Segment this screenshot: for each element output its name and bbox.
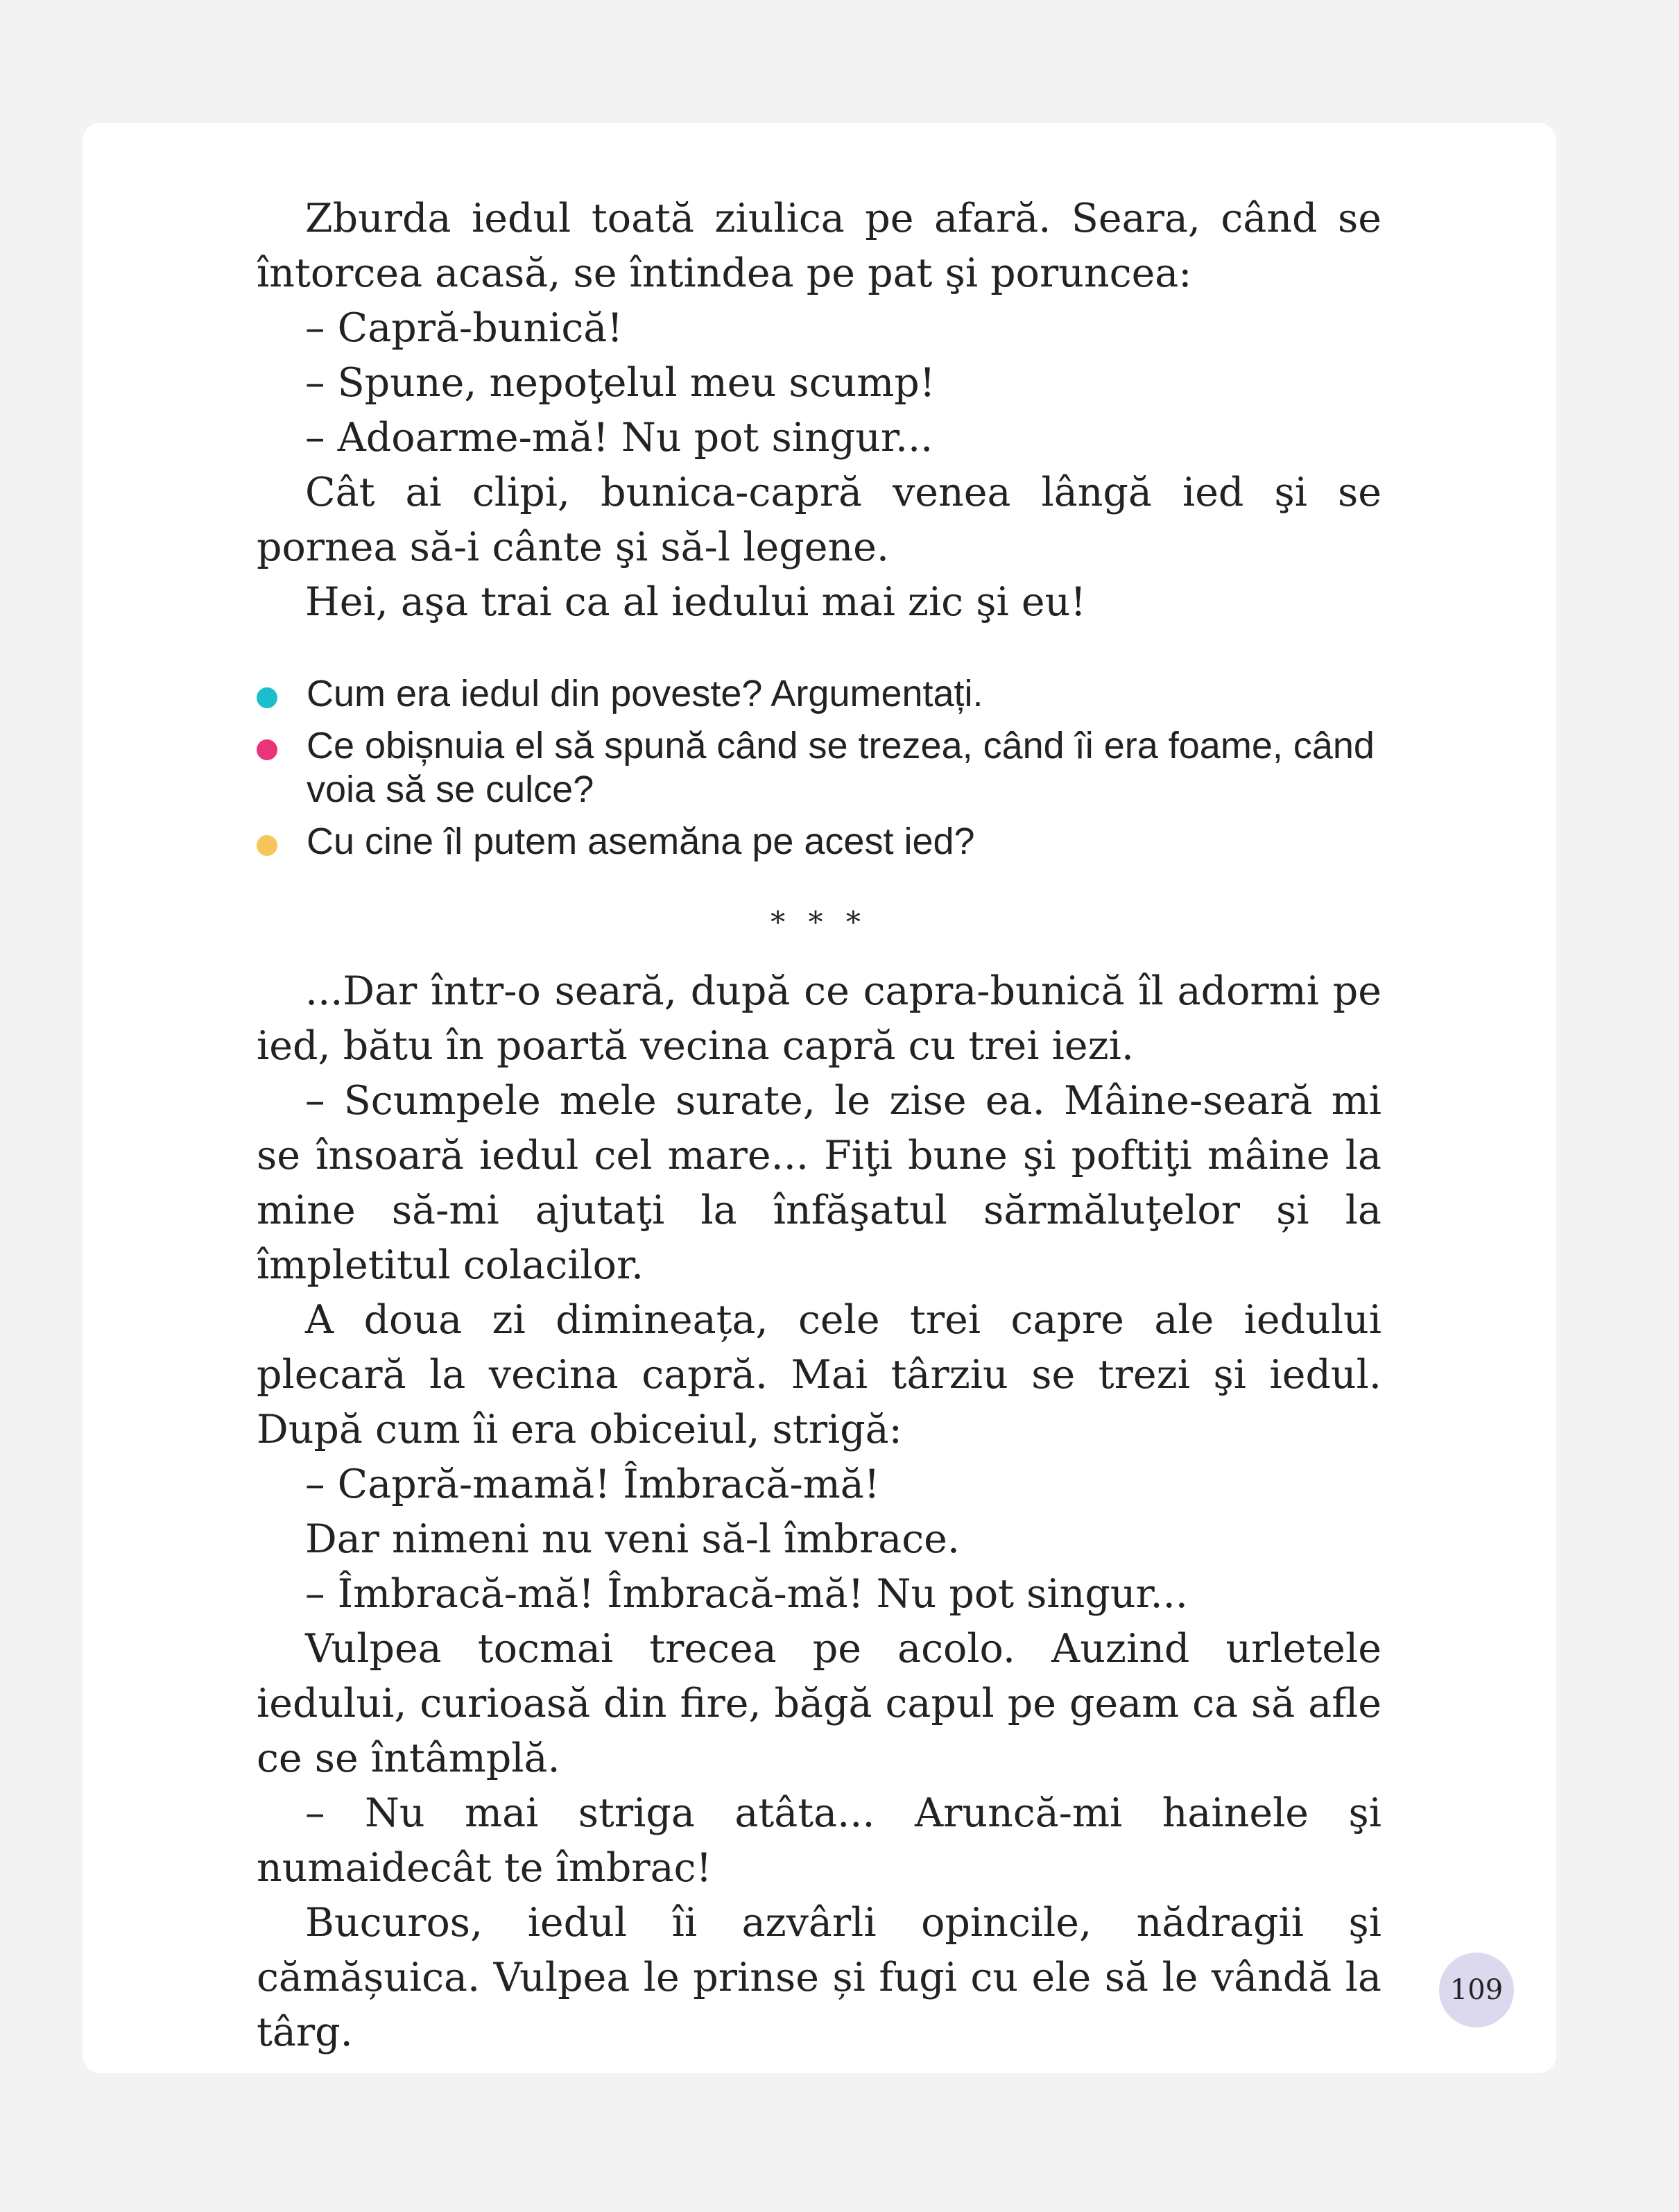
dialogue-line: – Îmbracă-mă! Îmbracă-mă! Nu pot singur... <box>305 1571 1188 1617</box>
section-separator: * * * <box>770 905 868 939</box>
yellow-bullet-icon <box>257 835 277 856</box>
paragraph: A doua zi dimineața, cele trei capre ale iedului plecară la vecina capră. Mai târziu se trezi şi iedul. După cum îi era obiceiul, strigă: <box>257 1297 1381 1452</box>
paragraph: – Nu mai striga atâta... Aruncă-mi hainele şi numaidecât te îmbrac! <box>257 1790 1381 1891</box>
pink-bullet-icon <box>257 739 277 760</box>
paragraph: ...Dar într-o seară, după ce capra-bunică îl adormi pe ied, bătu în poartă vecina capră cu trei iezi. <box>257 968 1381 1069</box>
story-part-2 <box>257 964 1381 2060</box>
paragraph: Hei, aşa trai ca al iedului mai zic şi eu! <box>305 579 1087 625</box>
paragraph: Cât ai clipi, bunica-capră venea lângă ied şi se pornea să-i cânte şi să-l legene. <box>257 470 1381 570</box>
story-part-1 <box>257 191 1381 630</box>
paragraph: Vulpea tocmai trecea pe acolo. Auzind urletele iedului, curioasă din fire, băgă capul pe geam ca să afle ce se întâmplă. <box>257 1626 1381 1781</box>
paragraph: – Scumpele mele surate, le zise ea. Mâine-seară mi se însoară iedul cel mare... Fiţi bune şi poftiţi mâine la mine să-mi ajutaţi la înfăşatul sărmăluţelor și la împletitul colacilor. <box>257 1078 1381 1288</box>
paragraph: Bucuros, iedul îi azvârli opincile, nădragii şi cămășuica. Vulpea le prinse și fugi cu ele să le vândă la târg. <box>257 1900 1381 2055</box>
dialogue-line: – Adoarme-mă! Nu pot singur... <box>305 415 933 461</box>
dialogue-line: – Capră-bunică! <box>305 305 623 351</box>
dialogue-line: – Capră-mamă! Îmbracă-mă! <box>305 1461 880 1507</box>
dialogue-line: – Spune, nepoţelul meu scump! <box>305 360 936 406</box>
question-item <box>257 724 1381 812</box>
question-text: Cu cine îl putem asemăna pe acest ied? <box>307 821 975 862</box>
question-item <box>257 672 1381 716</box>
cyan-bullet-icon <box>257 687 277 708</box>
paragraph: Dar nimeni nu veni să-l îmbrace. <box>305 1516 960 1562</box>
paragraph: Zburda iedul toată ziulica pe afară. Seara, când se întorcea acasă, se întindea pe pat şi poruncea: <box>257 196 1381 296</box>
questions-list <box>257 672 1381 872</box>
question-text: Ce obișnuia el să spună când se trezea, când îi era foame, când voia să se culce? <box>307 725 1375 810</box>
question-item <box>257 820 1381 864</box>
question-text: Cum era iedul din poveste? Argumentați. <box>307 673 983 714</box>
page-number: 109 <box>1439 1953 1514 2027</box>
